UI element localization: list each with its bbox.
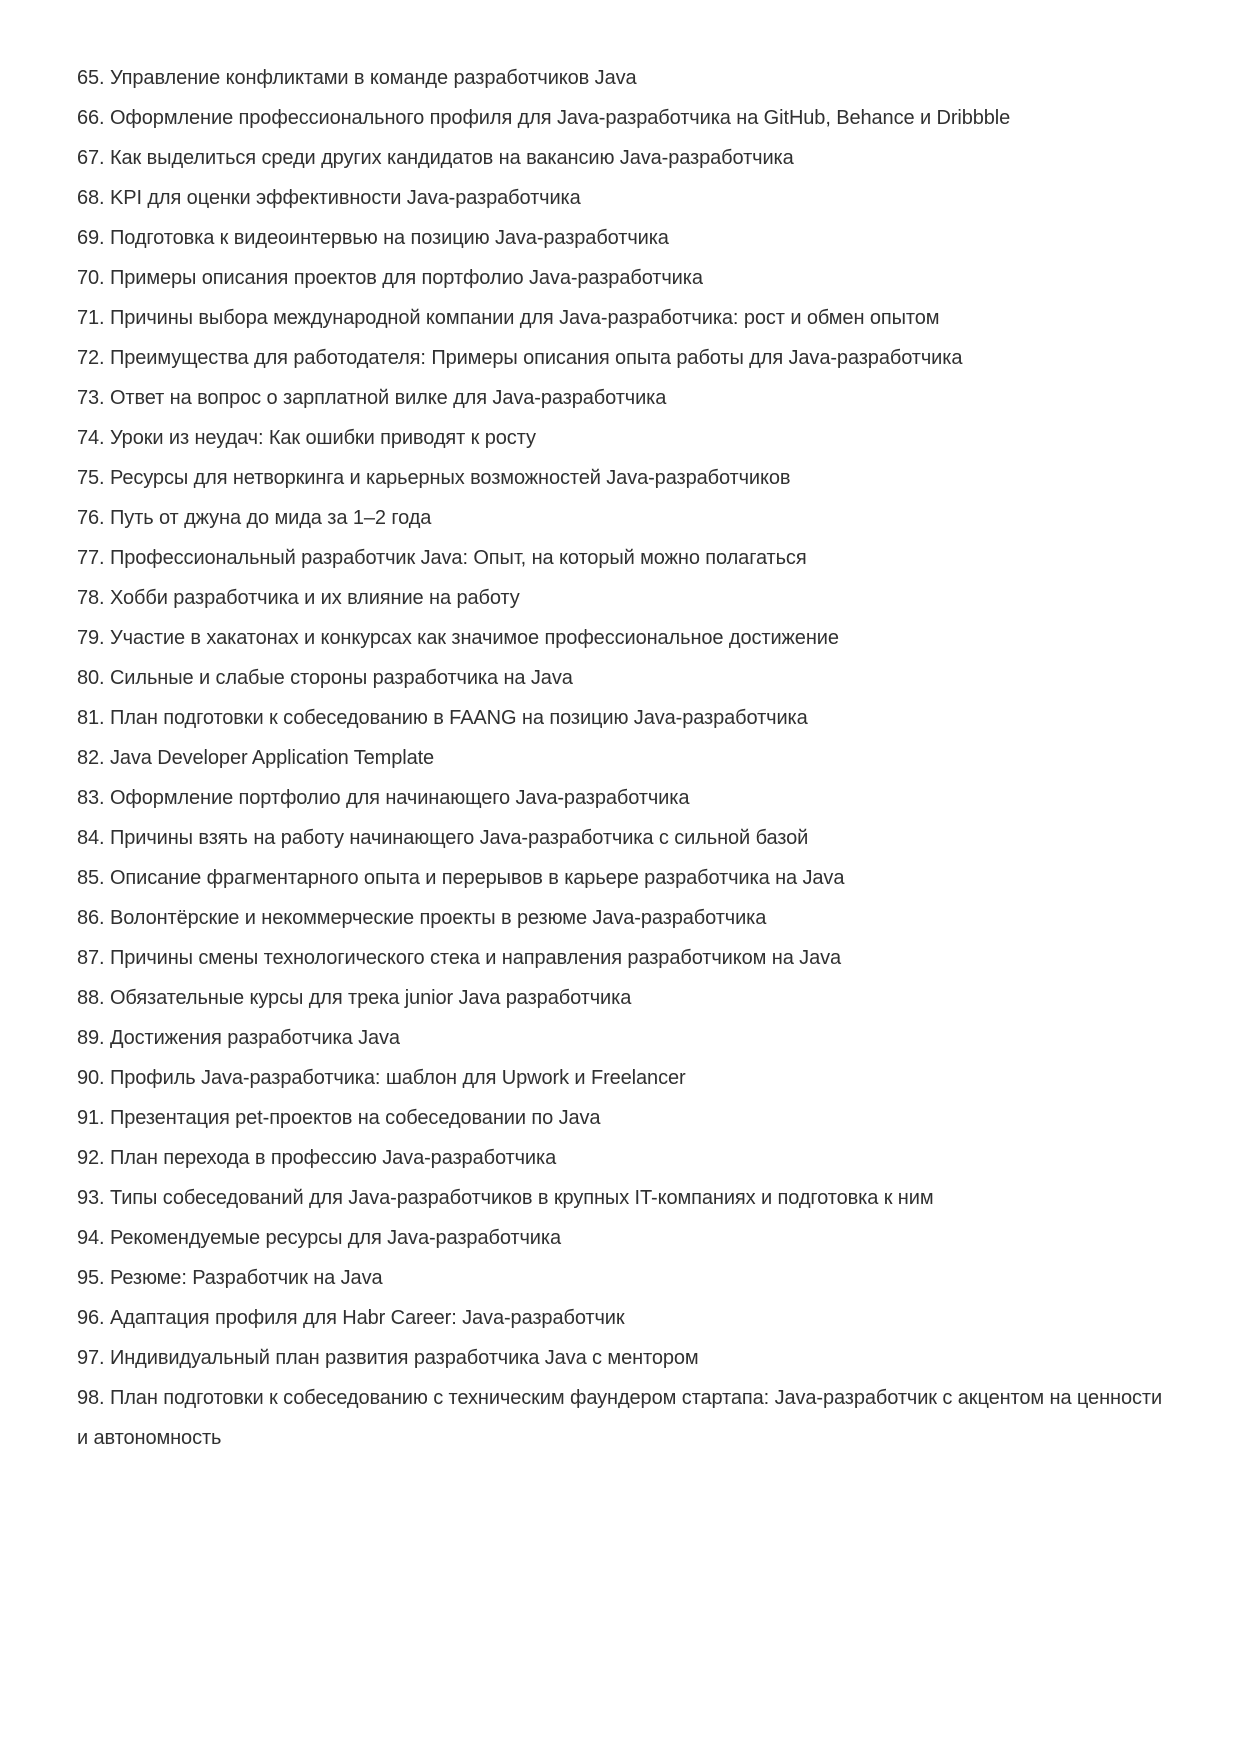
list-item: 75. Ресурсы для нетворкинга и карьерных возможностей Java-разработчиков <box>77 467 791 489</box>
list-item: 92. План перехода в профессию Java-разработчика <box>77 1147 557 1169</box>
list-item: 70. Примеры описания проектов для портфолио Java-разработчика <box>77 267 703 289</box>
list-item: 67. Как выделиться среди других кандидатов на вакансию Java-разработчика <box>77 147 794 169</box>
list-item: 77. Профессиональный разработчик Java: Опыт, на который можно полагаться <box>77 547 807 569</box>
list-item: 76. Путь от джуна до мида за 1–2 года <box>77 507 432 529</box>
list-item: 73. Ответ на вопрос о зарплатной вилке для Java-разработчика <box>77 387 667 409</box>
list-item: 86. Волонтёрские и некоммерческие проекты в резюме Java-разработчика <box>77 907 767 929</box>
list-item: 87. Причины смены технологического стека и направления разработчиком на Java <box>77 947 842 969</box>
list-item: 65. Управление конфликтами в команде разработчиков Java <box>77 67 637 89</box>
list-item: 74. Уроки из неудач: Как ошибки приводят к росту <box>77 427 536 449</box>
list-item: 71. Причины выбора международной компании для Java-разработчика: рост и обмен опытом <box>77 307 940 329</box>
list-item: 98. План подготовки к собеседованию с техническим фаундером стартапа: Java-разработчик с акцентом на ценности и автономность <box>77 1387 1163 1449</box>
list-item: 97. Индивидуальный план развития разработчика Java с ментором <box>77 1347 699 1369</box>
list-item: 90. Профиль Java-разработчика: шаблон для Upwork и Freelancer <box>77 1067 686 1089</box>
list-item: 85. Описание фрагментарного опыта и перерывов в карьере разработчика на Java <box>77 867 845 889</box>
list-item: 68. KPI для оценки эффективности Java-разработчика <box>77 187 581 209</box>
list-item: 89. Достижения разработчика Java <box>77 1027 400 1049</box>
list-item: 96. Адаптация профиля для Habr Career: Java-разработчик <box>77 1307 625 1329</box>
list-item: 79. Участие в хакатонах и конкурсах как значимое профессиональное достижение <box>77 627 839 649</box>
list-item: 91. Презентация pet-проектов на собеседовании по Java <box>77 1107 601 1129</box>
list-item: 82. Java Developer Application Template <box>77 747 435 769</box>
list-item: 93. Типы собеседований для Java-разработчиков в крупных IT-компаниях и подготовка к ним <box>77 1187 934 1209</box>
list-item: 80. Сильные и слабые стороны разработчика на Java <box>77 667 573 689</box>
list-item: 69. Подготовка к видеоинтервью на позицию Java-разработчика <box>77 227 669 249</box>
list-item: 78. Хобби разработчика и их влияние на работу <box>77 587 520 609</box>
list-item: 84. Причины взять на работу начинающего Java-разработчика с сильной базой <box>77 827 809 849</box>
list-item: 83. Оформление портфолио для начинающего Java-разработчика <box>77 787 690 809</box>
list-item: 88. Обязательные курсы для трека junior Java разработчика <box>77 987 632 1009</box>
topic-list <box>77 58 1164 1458</box>
list-item: 95. Резюме: Разработчик на Java <box>77 1267 383 1289</box>
list-item: 72. Преимущества для работодателя: Примеры описания опыта работы для Java-разработчика <box>77 347 963 369</box>
list-item: 94. Рекомендуемые ресурсы для Java-разработчика <box>77 1227 561 1249</box>
list-item: 66. Оформление профессионального профиля для Java-разработчика на GitHub, Behance и Dribbble <box>77 107 1011 129</box>
list-item: 81. План подготовки к собеседованию в FAANG на позицию Java-разработчика <box>77 707 808 729</box>
